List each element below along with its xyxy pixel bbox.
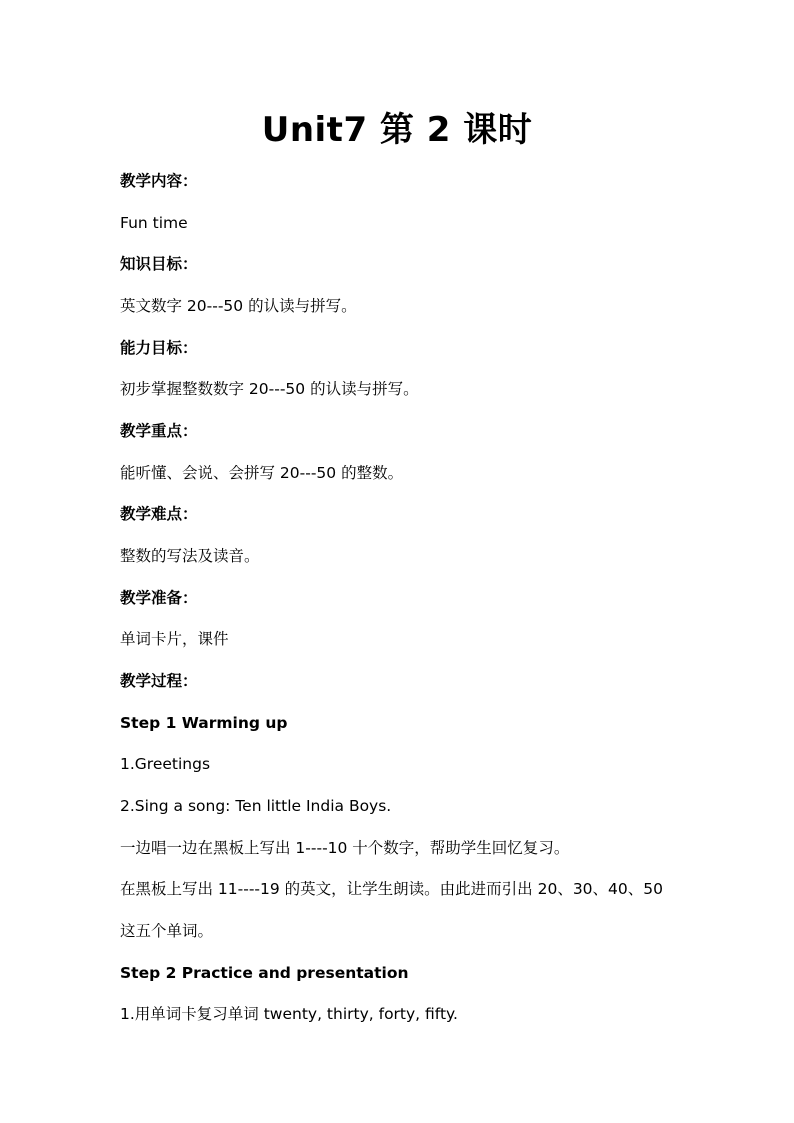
text-word-cards: 1.用单词卡复习单词 twenty, thirty, forty, fifty.	[120, 1005, 458, 1023]
heading-step-1: Step 1 Warming up	[120, 714, 288, 732]
text-write-on-board: 在黑板上写出 11----19 的英文，让学生朗读。由此进而引出 20、30、40、50	[120, 880, 663, 898]
heading-preparation: 教学准备：	[120, 589, 198, 607]
text-knowledge-goal: 英文数字 20---50 的认读与拼写。	[120, 297, 357, 315]
heading-step-2: Step 2 Practice and presentation	[120, 964, 409, 982]
text-greetings: 1.Greetings	[120, 755, 211, 773]
text-difficulties: 整数的写法及读音。	[120, 547, 260, 565]
heading-procedure: 教学过程：	[120, 672, 198, 690]
text-fun-time: Fun time	[120, 214, 188, 232]
text-key-points: 能听懂、会说、会拼写 20---50 的整数。	[120, 464, 404, 482]
text-ability-goal: 初步掌握整数数字 20---50 的认读与拼写。	[120, 380, 419, 398]
heading-key-points: 教学重点：	[120, 422, 198, 440]
text-five-words: 这五个单词。	[120, 922, 214, 940]
heading-ability-goal: 能力目标：	[120, 339, 198, 357]
text-preparation: 单词卡片，课件	[120, 630, 229, 648]
text-sing-and-write: 一边唱一边在黑板上写出 1----10 十个数字，帮助学生回忆复习。	[120, 839, 570, 857]
heading-teaching-content: 教学内容：	[120, 172, 198, 190]
heading-difficulties: 教学难点：	[120, 505, 198, 523]
heading-knowledge-goal: 知识目标：	[120, 255, 198, 273]
document-title: Unit7 第 2 课时	[261, 110, 533, 150]
text-sing-a-song: 2.Sing a song: Ten little India Boys.	[120, 797, 392, 815]
